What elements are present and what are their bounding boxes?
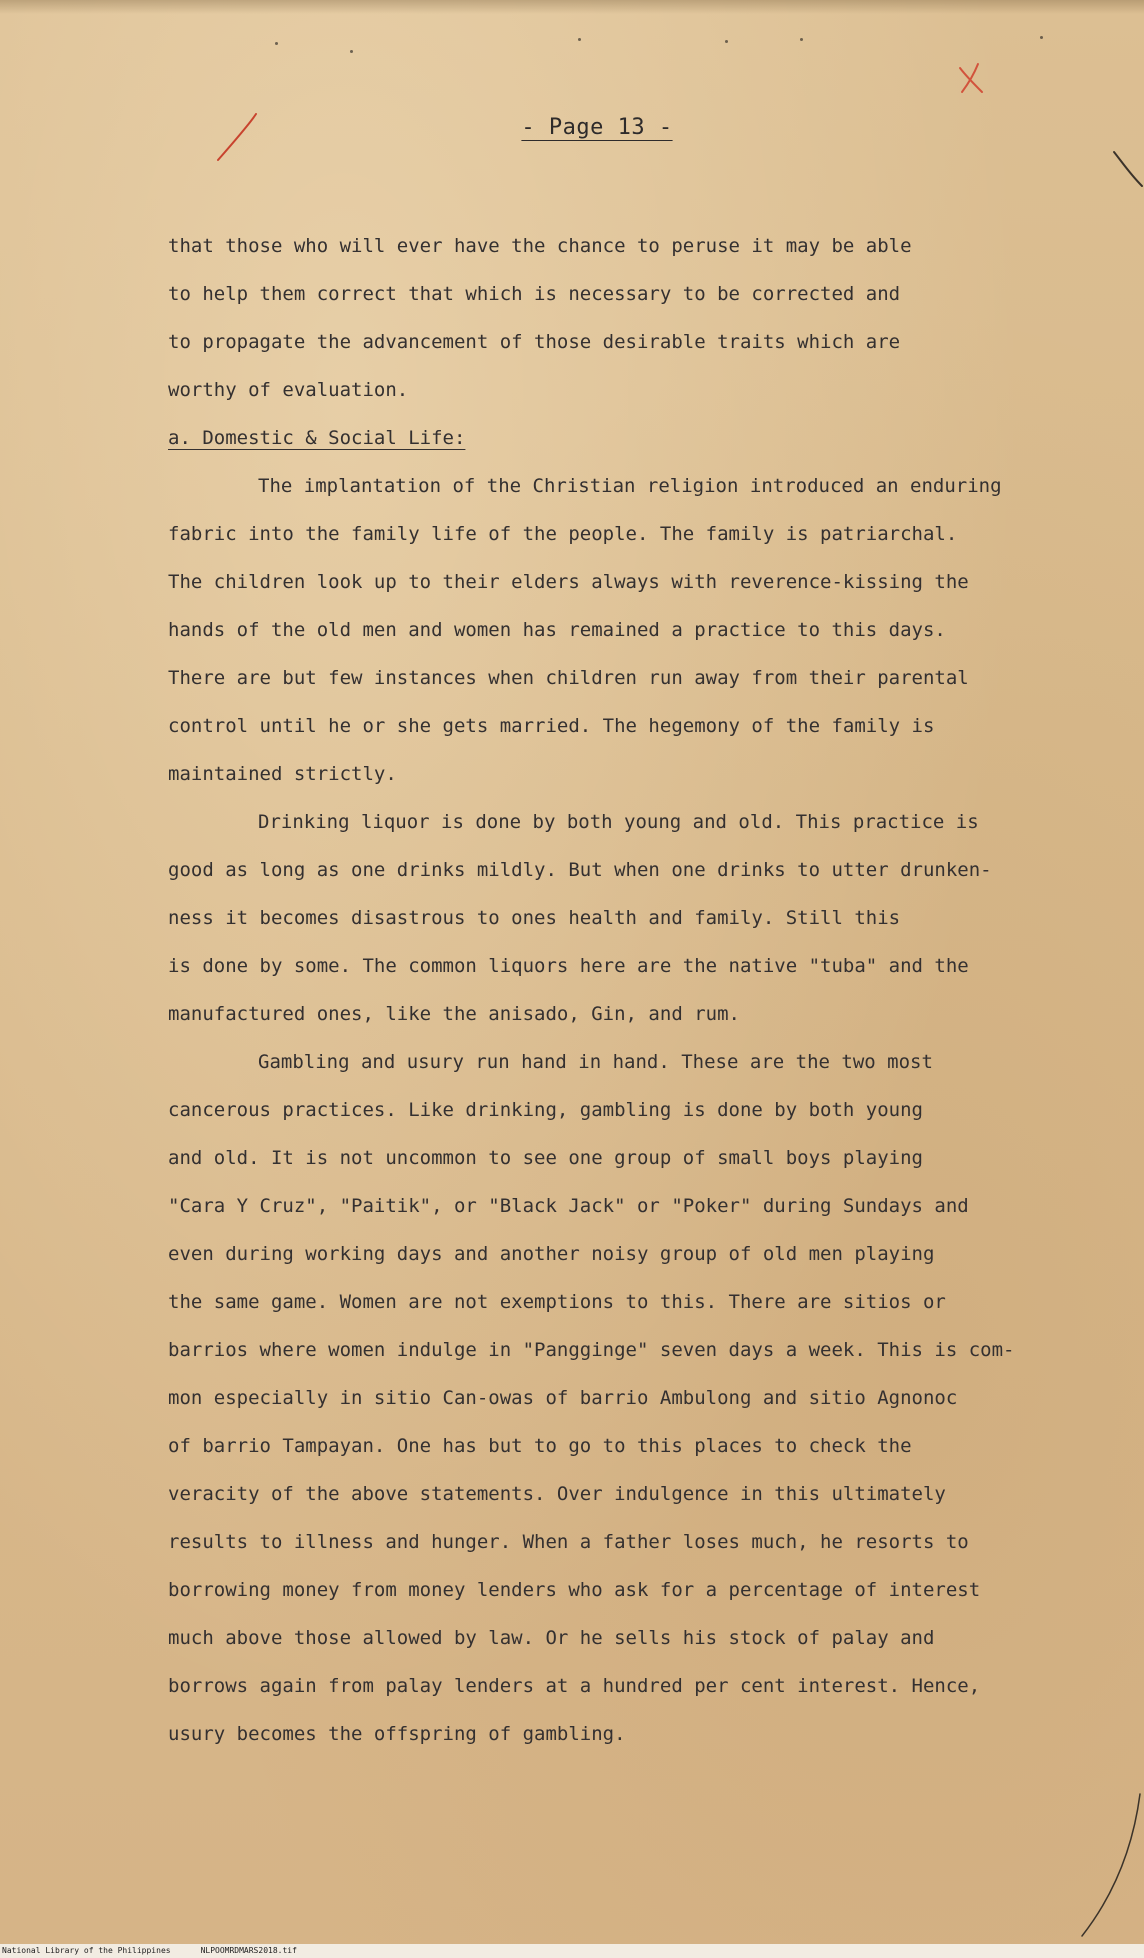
text-line: maintained strictly. [168,763,397,785]
text-line: cancerous practices. Like drinking, gambling is done by both young [168,1099,923,1121]
text-line: and old. It is not uncommon to see one group of small boys playing [168,1147,923,1169]
text-line: "Cara Y Cruz", "Paitik", or "Black Jack" or "Poker" during Sundays and [168,1195,969,1217]
text-line: The children look up to their elders always with reverence-kissing the [168,571,969,593]
page-number-label: - Page 13 - [521,115,673,140]
dust-speck [275,42,278,45]
text-line: results to illness and hunger. When a father loses much, he resorts to [168,1531,969,1553]
text-line: hands of the old men and women has remained a practice to this days. [168,619,946,641]
text-line: good as long as one drinks mildly. But when one drinks to utter drunken- [168,859,992,881]
text-line: borrowing money from money lenders who ask for a percentage of interest [168,1579,981,1601]
file-id: NLPOOMRDMARS2018.tif [200,1946,297,1955]
text-line: barrios where women indulge in "Pangginge" seven days a week. This is com- [168,1339,1015,1361]
text-line: even during working days and another noisy group of old men playing [168,1243,935,1265]
text-line: mon especially in sitio Can-owas of barrio Ambulong and sitio Agnonoc [168,1387,958,1409]
text-line: fabric into the family life of the people. The family is patriarchal. [168,523,958,545]
dust-speck [350,50,353,53]
text-line: the same game. Women are not exemptions to this. There are sitios or [168,1291,946,1313]
text-line: is done by some. The common liquors here are the native "tuba" and the [168,955,969,977]
section-heading-line [168,414,1098,462]
text-line: borrows again from palay lenders at a hundred per cent interest. Hence, [168,1675,981,1697]
dust-speck [725,40,728,43]
text-line: ness it becomes disastrous to ones health and family. Still this [168,907,901,929]
typed-body-text [168,222,1098,1758]
edge-scratch-mark [1112,150,1144,190]
red-pencil-x-mark [952,62,988,96]
text-line: worthy of evaluation. [168,379,409,401]
dust-speck [578,38,581,41]
text-line: The implantation of the Christian religion introduced an enduring [258,475,1002,497]
text-line: to propagate the advancement of those desirable traits which are [168,331,901,353]
text-line: control until he or she gets married. The hegemony of the family is [168,715,935,737]
scan-edge-shadow [0,0,1144,14]
text-line: of barrio Tampayan. One has but to go to this places to check the [168,1435,912,1457]
text-line: manufactured ones, like the anisado, Gin, and rum. [168,1003,740,1025]
scan-footer-label [0,1944,1144,1958]
dust-speck [1040,36,1043,39]
text-line: Gambling and usury run hand in hand. These are the two most [258,1051,933,1073]
text-line: veracity of the above statements. Over indulgence in this ultimately [168,1483,946,1505]
page-number-header [0,115,1144,140]
text-line: There are but few instances when children run away from their parental [168,667,969,689]
text-line: much above those allowed by law. Or he sells his stock of palay and [168,1627,935,1649]
section-heading-domestic-social-life: a. Domestic & Social Life: [168,427,466,449]
library-name: National Library of the Philippines [2,1946,171,1955]
pencil-curve-mark [1078,1790,1144,1940]
dust-speck [800,38,803,41]
text-line: usury becomes the offspring of gambling. [168,1723,626,1745]
text-line: to help them correct that which is necessary to be corrected and [168,283,901,305]
text-line: that those who will ever have the chance to peruse it may be able [168,235,912,257]
text-line: Drinking liquor is done by both young and old. This practice is [258,811,979,833]
